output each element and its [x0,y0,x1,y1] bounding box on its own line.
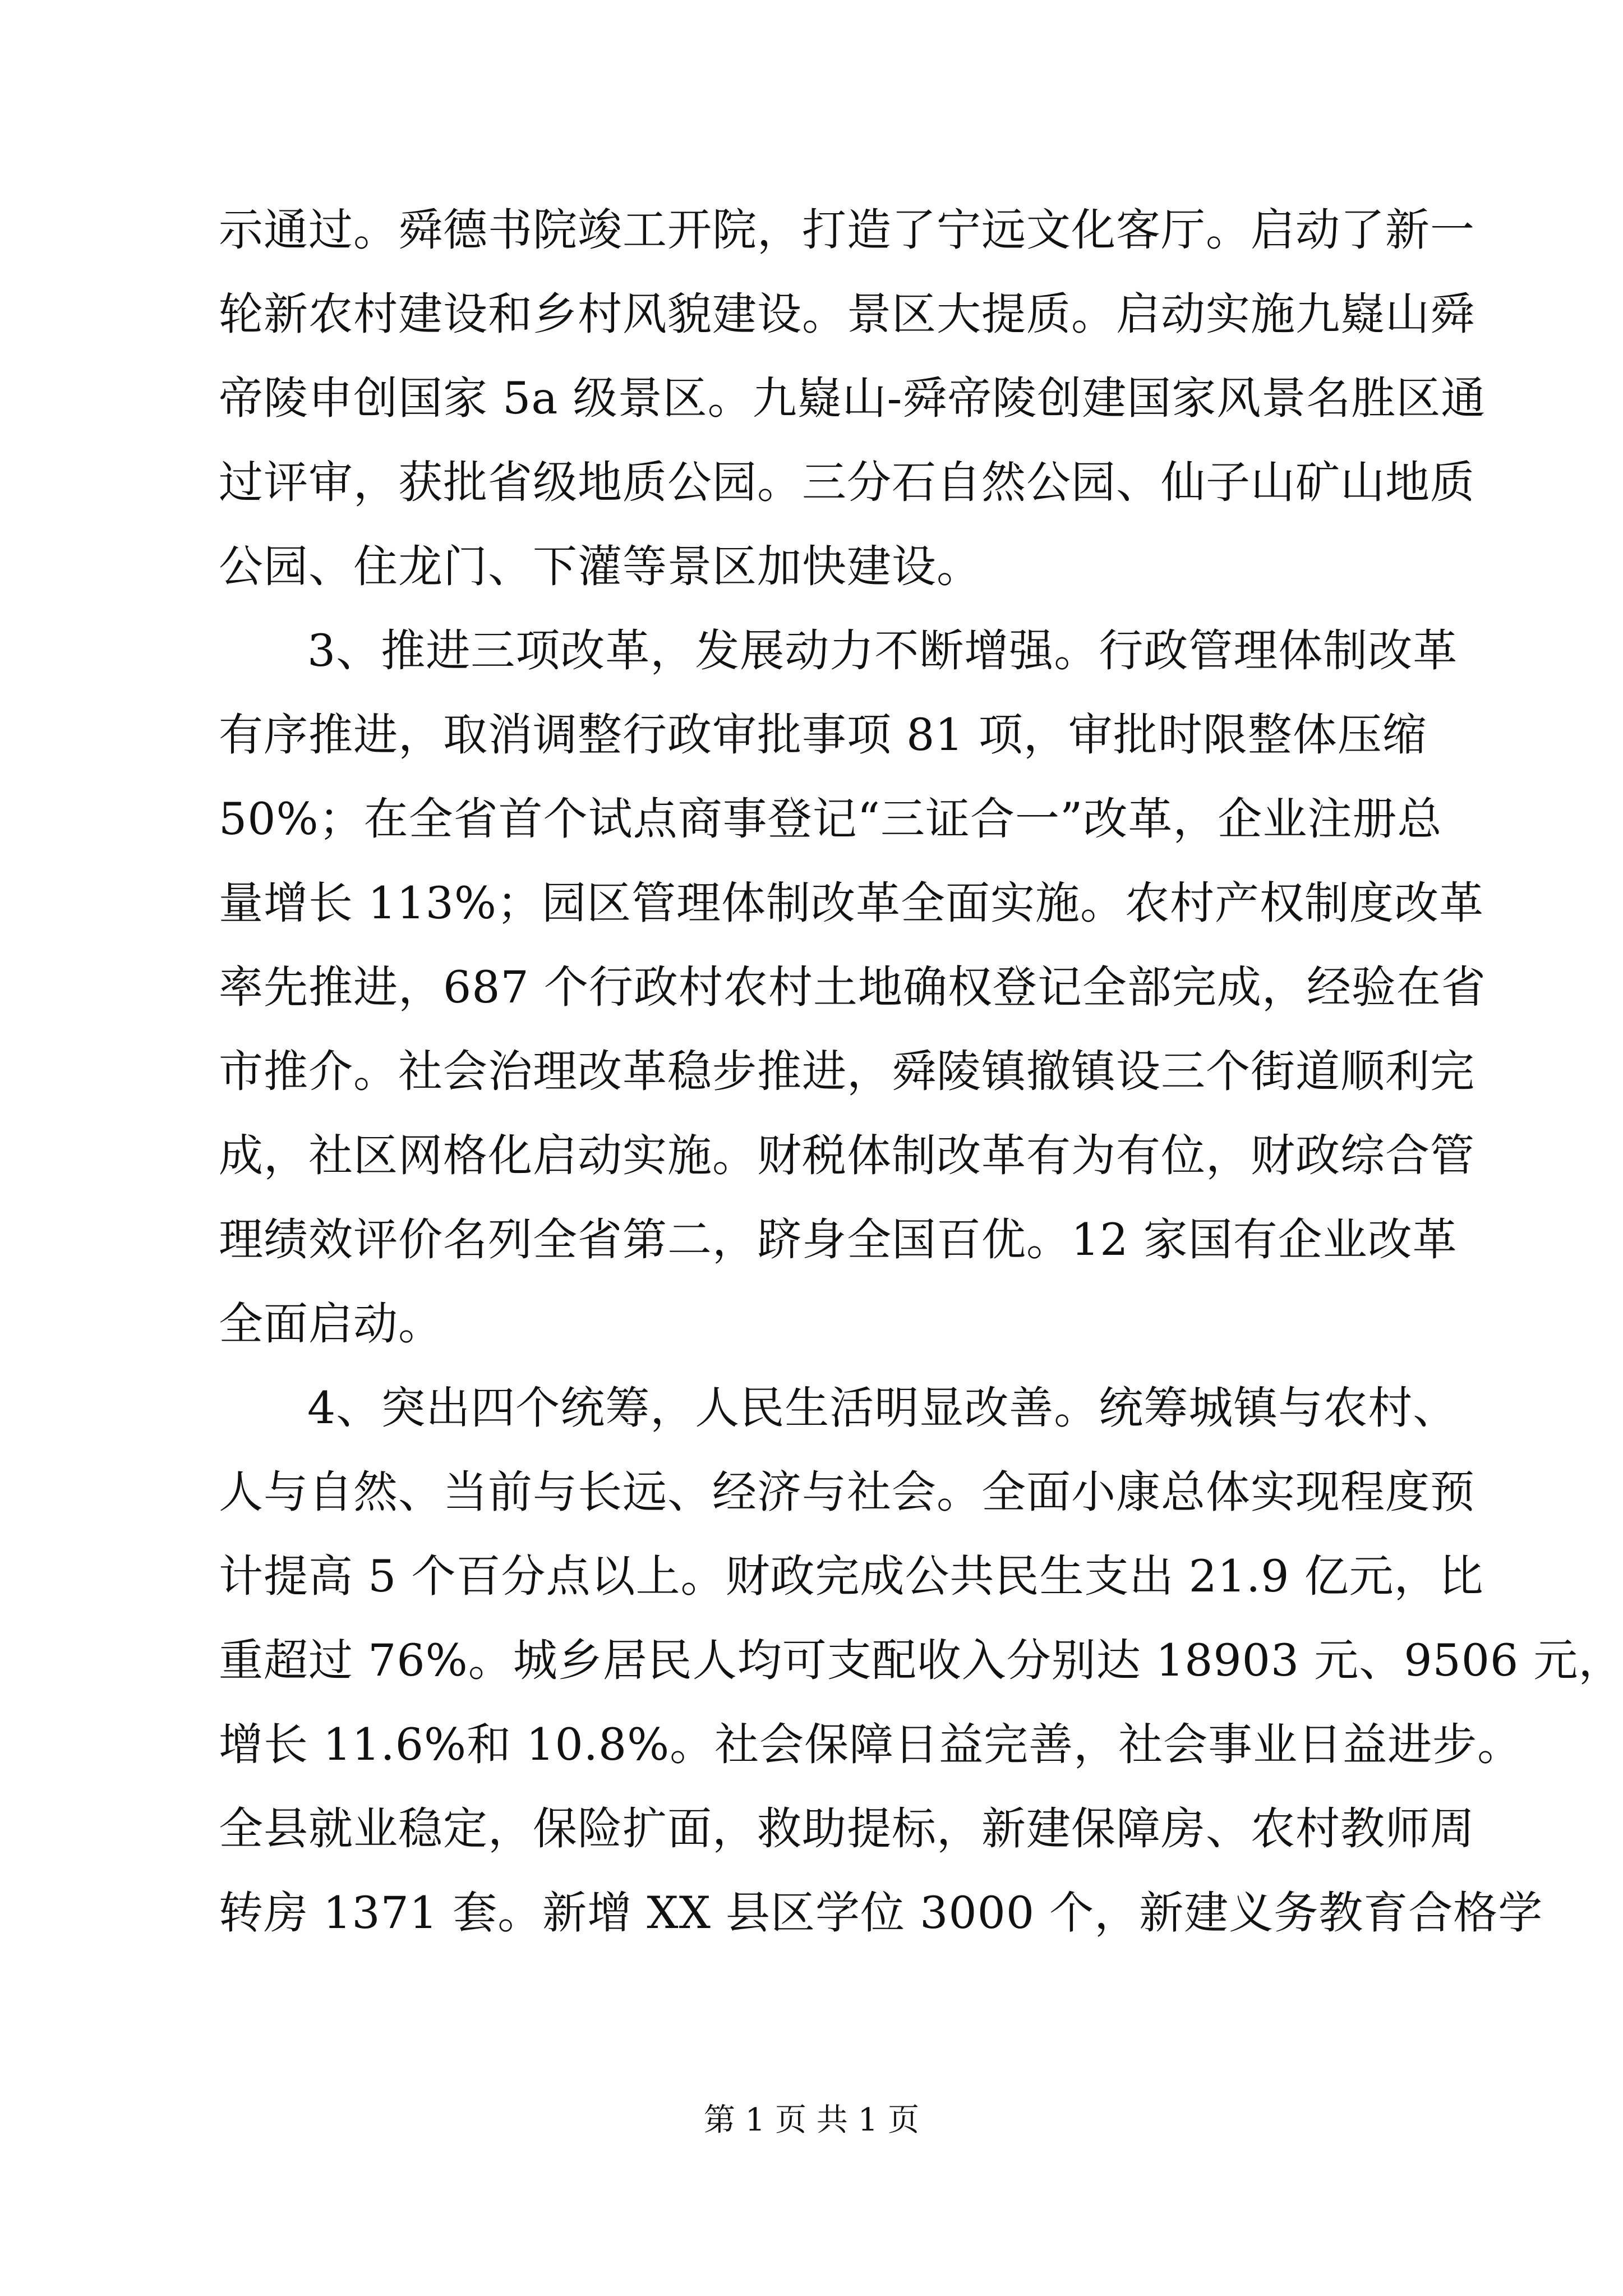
text-line: 轮新农村建设和乡村风貌建设。景区大提质。启动实施九嶷山舜 [219,288,1475,340]
paragraph-first-line: 4、突出四个统筹，人民生活明显改善。统筹城镇与农村、 [307,1382,1458,1434]
text-line: 全县就业稳定，保险扩面，救助提标，新建保障房、农村教师周 [219,1803,1475,1855]
paragraph-first-line: 3、推进三项改革，发展动力不断增强。行政管理体制改革 [307,625,1458,677]
text-line: 有序推进，取消调整行政审批事项 81 项，审批时限整体压缩 [219,709,1427,761]
text-line: 增长 11.6%和 10.8%。社会保障日益完善，社会事业日益进步。 [219,1719,1523,1770]
text-line: 人与自然、当前与长远、经济与社会。全面小康总体实现程度预 [219,1466,1475,1518]
text-line: 公园、住龙门、下灌等景区加快建设。 [219,541,981,592]
text-line: 量增长 113%；园区管理体制改革全面实施。农村产权制度改革 [219,877,1484,929]
text-line: 全面启动。 [219,1298,443,1350]
text-line: 市推介。社会治理改革稳步推进，舜陵镇撤镇设三个街道顺利完 [219,1046,1475,1097]
text-line: 率先推进，687 个行政村农村土地确权登记全部完成，经验在省 [219,961,1486,1013]
text-line: 50%；在全省首个试点商事登记“三证合一”改革，企业注册总 [219,793,1442,845]
text-line: 转房 1371 套。新增 XX 县区学位 3000 个，新建义务教育合格学 [219,1887,1543,1939]
text-line: 重超过 76%。城乡居民人均可支配收入分别达 18903 元、9506 元， [219,1635,1623,1686]
text-line: 理绩效评价名列全省第二，跻身全国百优。12 家国有企业改革 [219,1214,1458,1266]
text-line: 帝陵申创国家 5a 级景区。九嶷山-舜帝陵创建国家风景名胜区通 [219,372,1486,424]
text-line: 过评审，获批省级地质公园。三分石自然公园、仙子山矿山地质 [219,457,1475,508]
page-number-footer: 第 1 页 共 1 页 [703,2102,920,2138]
text-line: 计提高 5 个百分点以上。财政完成公共民生支出 21.9 亿元，比 [219,1550,1484,1602]
text-line: 成，社区网格化启动实施。财税体制改革有为有位，财政综合管 [219,1130,1475,1181]
text-line: 示通过。舜德书院竣工开院，打造了宁远文化客厅。启动了新一 [219,204,1475,256]
